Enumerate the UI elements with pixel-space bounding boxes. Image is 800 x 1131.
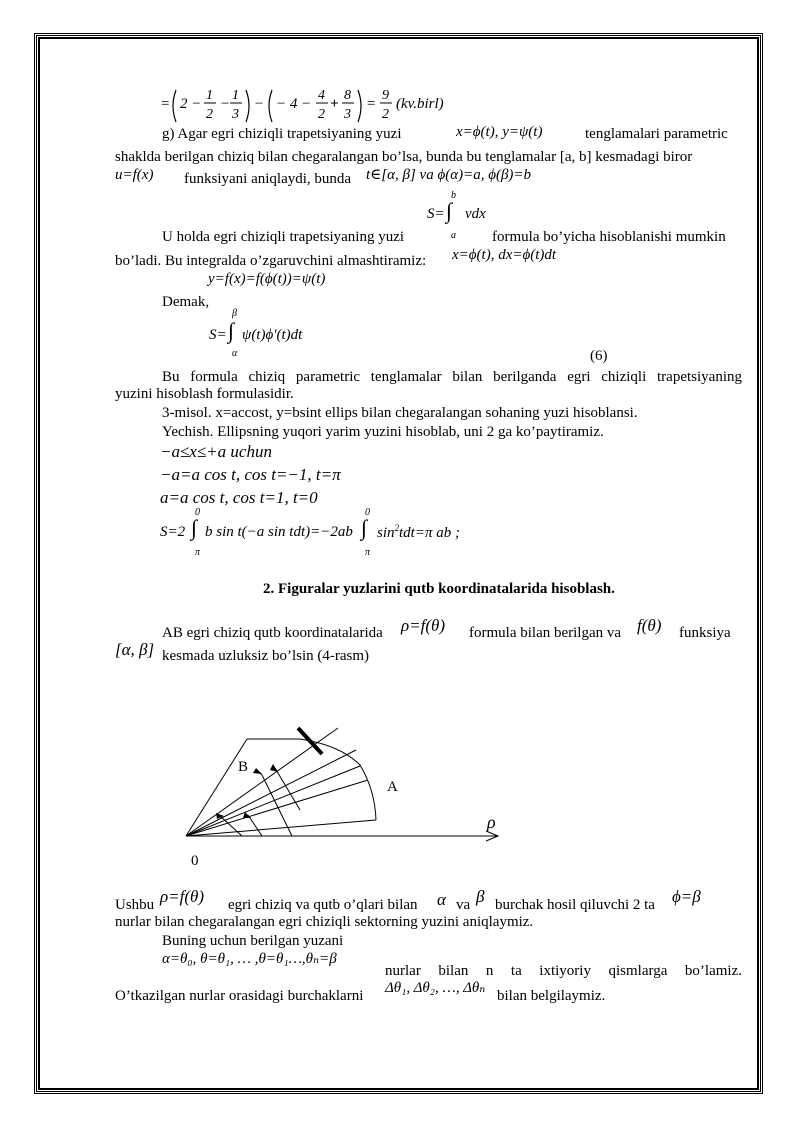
para-ab-eq2: f(θ) [637, 616, 662, 635]
svg-text:+: + [330, 96, 339, 112]
integral-6-lhs: S= [209, 327, 227, 343]
integral-s2-sign1: ∫ [191, 515, 198, 540]
arrow-1 [248, 815, 262, 836]
para-ab-lead: AB egri chiziq qutb koordinatalarida [162, 625, 383, 641]
para-ushbu-tail: burchak hosil qiluvchi 2 ta [495, 897, 655, 913]
eq-line-2: −a=a cos t, cos t=−1, t=π [160, 465, 341, 484]
para-u-tail: formula bo’yicha hisoblanishi mumkin [492, 229, 726, 245]
integral-6-lower: α [232, 348, 238, 359]
svg-text:9: 9 [382, 88, 389, 103]
misol-3: 3-misol. x=accost, y=bsint ellips bilan chegaralangan sohaning yuzi hisoblansi. [162, 405, 638, 421]
integral-s-body: vdx [465, 206, 486, 222]
svg-text:(kv.birl): (kv.birl) [396, 96, 444, 112]
otkazilgan-eq: Δθ₁, Δθ₂, …, Δθₙ [385, 980, 486, 996]
para-ushbu-va: va [456, 897, 471, 913]
para-ab-tail: funksiya [679, 625, 731, 641]
para-u-lead: U holda egri chiziqli trapetsiyaning yuzi [162, 229, 405, 245]
svg-text:4: 4 [318, 88, 325, 103]
integral-s2-sign2: ∫ [361, 515, 368, 540]
integral-s2-body1: b sin t(−a sin tdt)=−2ab [205, 524, 353, 540]
ray-4 [186, 780, 368, 836]
integral-s2-lower2: π [365, 547, 371, 558]
svg-text:−: − [220, 96, 231, 112]
demak: Demak, [162, 294, 210, 310]
integral-s2-lower1: π [195, 547, 201, 558]
integral-s2-sin: sin [377, 525, 395, 541]
para-ushbu-eq2: ϕ=β [672, 887, 701, 906]
label-b: B [238, 759, 249, 775]
para-g-tail: tenglamalari parametric [585, 126, 728, 142]
para-ushbu-line2: nurlar bilan chegaralangan egri chiziqli sektorning yuzini aniqlaymiz. [115, 914, 534, 930]
eq-y: y=f(x)=f(ϕ(t))=ψ(t) [208, 271, 326, 287]
integral-s-lower: a [451, 230, 456, 241]
svg-text:2: 2 [318, 107, 325, 122]
theta-eq: α=θ₀, θ=θ₁, … ,θ=θ₁…,θₙ=β [162, 951, 337, 967]
para-u-eq: x=ϕ(t), dx=ϕ(t)dt [452, 247, 557, 263]
para-ushbu-lead: Ushbu [115, 897, 155, 913]
para-ushbu-beta: β [476, 887, 485, 906]
eq-line-3: a=a cos t, cos t=1, t=0 [160, 488, 318, 507]
integral-6-sign: ∫ [228, 318, 235, 343]
integral-s2-upper1: 0 [195, 507, 200, 518]
para-ab-eq: ρ=f(θ) [401, 616, 446, 635]
para-ab-eq3: [α, β] [115, 640, 155, 659]
para-ab-line2: kesmada uzluksiz bo’lsin (4-rasm) [162, 648, 370, 664]
integral-6-upper: β [232, 308, 237, 319]
svg-text:=: = [160, 96, 171, 112]
integral-s2-upper2: 0 [365, 507, 370, 518]
nurlar: nurlar bilan n ta ixtiyoriy qismlarga bo’lamiz. [385, 963, 742, 979]
equation-number-6: (6) [590, 348, 608, 364]
integral-s2-lhs: S=2 [160, 524, 186, 540]
integral-s-upper: b [451, 190, 456, 201]
curve-ab [300, 739, 376, 820]
para-ushbu-alpha: α [437, 890, 446, 909]
integral-s-sign: ∫ [446, 198, 453, 223]
para-g-line2: shaklda berilgan chiziq bilan chegaralangan bo’lsa, bunda bu tenglamalar [a, b] kesmadagi biror [115, 149, 693, 165]
yechish: Yechish. Ellipsning yuqori yarim yuzini hisoblab, uni 2 ga ko’paytiramiz. [162, 424, 604, 440]
para-ab-mid: formula bilan berilgan va [469, 625, 622, 641]
svg-text:1: 1 [206, 88, 213, 103]
para-g-lead: g) Agar egri chiziqli trapetsiyaning yuzi [162, 126, 402, 142]
ray-alpha [186, 739, 247, 836]
para-g-eq1: x=ϕ(t), y=ψ(t) [456, 124, 543, 140]
svg-text:3: 3 [344, 107, 351, 122]
eq-line-1: −a≤x≤+a uchun [160, 442, 272, 461]
svg-text:2 −: 2 − [180, 96, 202, 112]
label-origin: 0 [191, 853, 199, 869]
para-ushbu-mid: egri chiziq va qutb o’qlari bilan [228, 897, 418, 913]
para-u-line2: bo’ladi. Bu integralda o’zgaruvchini almashtiramiz: [115, 253, 427, 269]
para-formula-line1: Bu formula chiziq parametric tenglamalar bilan berilganda egri chiziqli trapetsiyaning [162, 369, 742, 385]
section-title: 2. Figuralar yuzlarini qutb koordinatalarida hisoblash. [263, 581, 615, 597]
label-rho: ρ [487, 812, 496, 832]
label-a: A [387, 779, 398, 795]
para-ushbu-eq: ρ=f(θ) [160, 887, 205, 906]
para-g-eq3: t∈[α, β] va ϕ(α)=a, ϕ(β)=b [366, 167, 532, 183]
svg-text:8: 8 [344, 88, 351, 103]
highlighted-segment [298, 728, 322, 754]
buning: Buning uchun berilgan yuzani [162, 933, 344, 949]
integral-s2-square: 2 [394, 523, 400, 533]
svg-text:1: 1 [232, 88, 239, 103]
otkazilgan-tail: bilan belgilaymiz. [497, 988, 606, 1004]
integral-s-lhs: S= [427, 206, 445, 222]
ray-beta [186, 820, 376, 836]
para-formula-line2: yuzini hisoblash formulasidir. [115, 386, 294, 402]
svg-text:3: 3 [232, 107, 239, 122]
svg-text:− 4 −: − 4 − [276, 96, 312, 112]
svg-text:2: 2 [382, 107, 389, 122]
otkazilgan-lead: O’tkazilgan nurlar orasidagi burchaklarni [115, 988, 364, 1004]
svg-text:2: 2 [206, 107, 213, 122]
ray-3 [186, 766, 360, 836]
integral-6-body: ψ(t)ϕ'(t)dt [242, 327, 303, 343]
integral-s2-tail: tdt=π ab ; [399, 525, 460, 541]
svg-text:=: = [366, 96, 377, 112]
svg-text:−: − [254, 96, 265, 112]
para-g-line3: funksiyani aniqlaydi, bunda [184, 171, 352, 187]
para-g-eq2: u=f(x) [115, 167, 154, 183]
